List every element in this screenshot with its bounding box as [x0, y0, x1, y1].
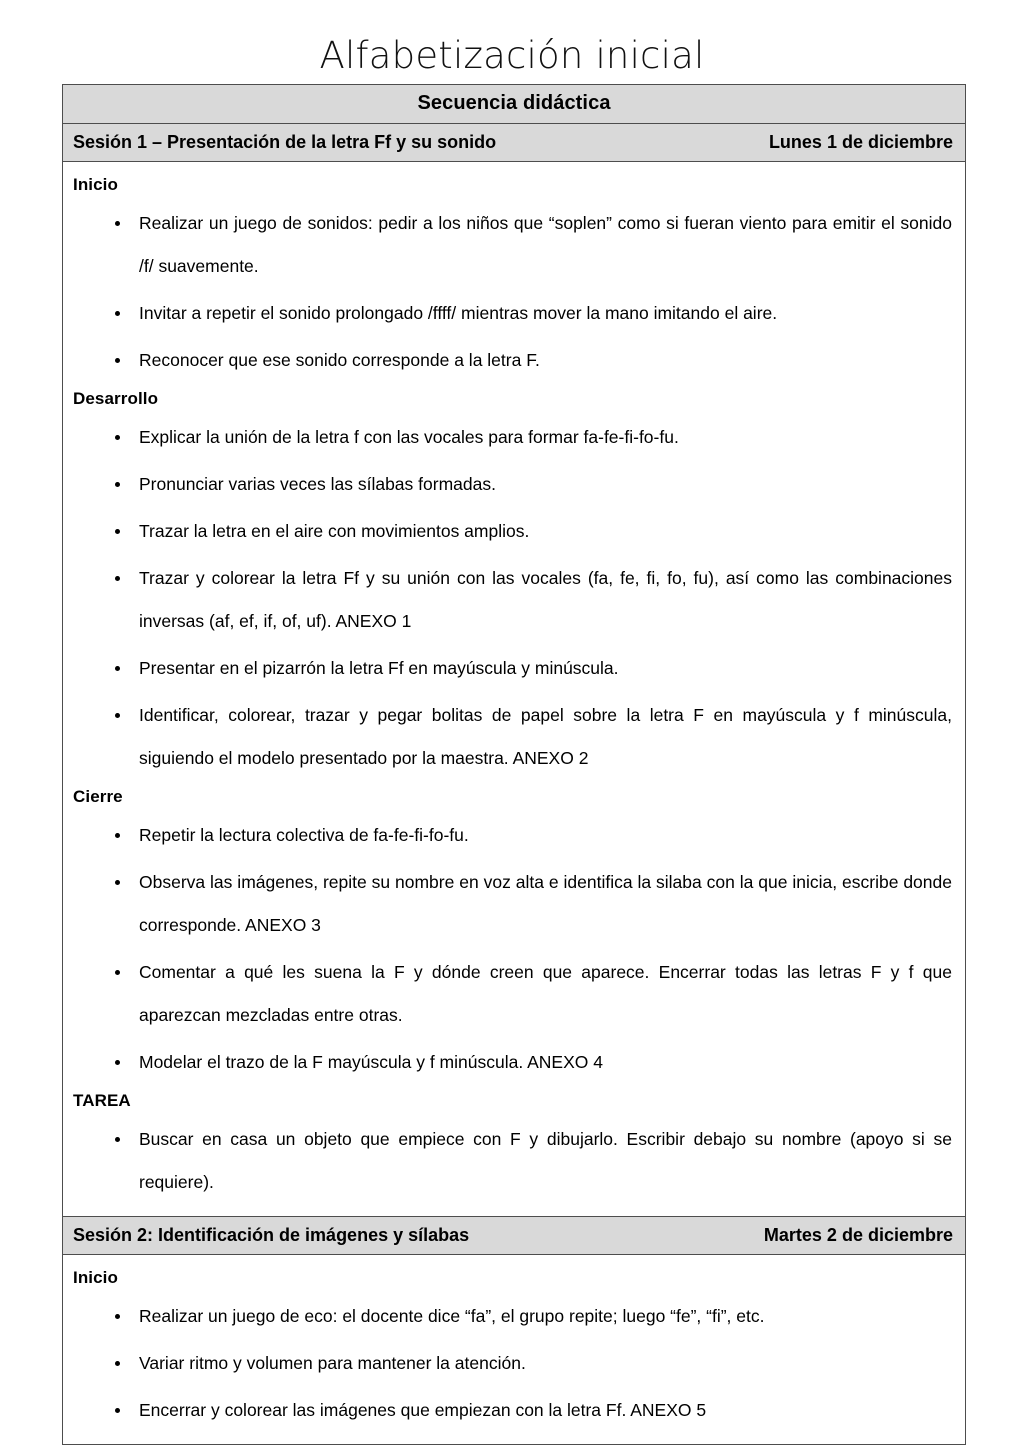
- list-item: Observa las imágenes, repite su nombre en voz alta e identifica la silaba con la que inicia, escribe donde corresponde. ANEXO 3: [73, 861, 954, 947]
- session-header-row-2: [63, 1217, 966, 1255]
- secuencia-didactica-table: [62, 84, 966, 1445]
- block-tarea-s1: [73, 1086, 954, 1204]
- list-item: Repetir la lectura colectiva de fa-fe-fi-fo-fu.: [73, 814, 954, 857]
- table-header-label: Secuencia didáctica: [417, 92, 611, 114]
- list-item: Variar ritmo y volumen para mantener la atención.: [73, 1342, 954, 1385]
- block-label-cierre-s1: Cierre: [73, 787, 123, 806]
- page-title: Alfabetización inicial: [319, 34, 705, 77]
- session-title-1: Sesión 1 – Presentación de la letra Ff y su sonido: [73, 132, 497, 152]
- list-item: Modelar el trazo de la F mayúscula y f minúscula. ANEXO 4: [73, 1041, 954, 1084]
- session-header-row-1: [63, 124, 966, 162]
- block-inicio-s1: [73, 170, 954, 382]
- session-header-cell-1: [63, 124, 966, 162]
- list-item: Identificar, colorear, trazar y pegar bolitas de papel sobre la letra F en mayúscula y f minúscula, siguiendo el modelo presentado por la maestra. ANEXO 2: [73, 694, 954, 780]
- block-cierre-s1: [73, 782, 954, 1084]
- list-item: Explicar la unión de la letra f con las vocales para formar fa-fe-fi-fo-fu.: [73, 416, 954, 459]
- bullet-list-tarea-s1: [73, 1118, 954, 1204]
- bullet-list-inicio-s1: [73, 202, 954, 382]
- list-item: Realizar un juego de eco: el docente dice “fa”, el grupo repite; luego “fe”, “fi”, etc.: [73, 1295, 954, 1338]
- session-header-cell-2: [63, 1217, 966, 1255]
- list-item: Buscar en casa un objeto que empiece con F y dibujarlo. Escribir debajo su nombre (apoyo si se requiere).: [73, 1118, 954, 1204]
- bullet-list-cierre-s1: [73, 814, 954, 1084]
- list-item: Trazar y colorear la letra Ff y su unión con las vocales (fa, fe, fi, fo, fu), así como las combinaciones inversas (af, ef, if, of, uf). ANEXO 1: [73, 557, 954, 643]
- session-body-row-1: [63, 162, 966, 1217]
- table-header-row: [63, 85, 966, 124]
- list-item: Invitar a repetir el sonido prolongado /ffff/ mientras mover la mano imitando el aire.: [73, 292, 954, 335]
- session-body-row-2: [63, 1255, 966, 1445]
- list-item: Presentar en el pizarrón la letra Ff en mayúscula y minúscula.: [73, 647, 954, 690]
- block-desarrollo-s1: [73, 384, 954, 780]
- list-item: Reconocer que ese sonido corresponde a la letra F.: [73, 339, 954, 382]
- block-label-tarea-s1: TAREA: [73, 1091, 131, 1110]
- list-item: Trazar la letra en el aire con movimientos amplios.: [73, 510, 954, 553]
- block-inicio-s2: [73, 1263, 954, 1432]
- list-item: Comentar a qué les suena la F y dónde creen que aparece. Encerrar todas las letras F y f que aparezcan mezcladas entre otras.: [73, 951, 954, 1037]
- list-item: Pronunciar varias veces las sílabas formadas.: [73, 463, 954, 506]
- block-label-inicio-s2: Inicio: [73, 1268, 118, 1287]
- table-header-cell: [63, 85, 966, 124]
- session-title-2: Sesión 2: Identificación de imágenes y sílabas: [73, 1225, 470, 1245]
- session-body-cell-2: [63, 1255, 966, 1445]
- session-date-1: Lunes 1 de diciembre: [768, 132, 953, 152]
- session-body-cell-1: [63, 162, 966, 1217]
- block-label-inicio-s1: Inicio: [73, 175, 118, 194]
- bullet-list-inicio-s2: [73, 1295, 954, 1432]
- bullet-list-desarrollo-s1: [73, 416, 954, 780]
- session-date-2: Martes 2 de diciembre: [763, 1225, 953, 1245]
- list-item: Encerrar y colorear las imágenes que empiezan con la letra Ff. ANEXO 5: [73, 1389, 954, 1432]
- block-label-desarrollo-s1: Desarrollo: [73, 389, 159, 408]
- list-item: Realizar un juego de sonidos: pedir a los niños que “soplen” como si fueran viento para emitir el sonido /f/ suavemente.: [73, 202, 954, 288]
